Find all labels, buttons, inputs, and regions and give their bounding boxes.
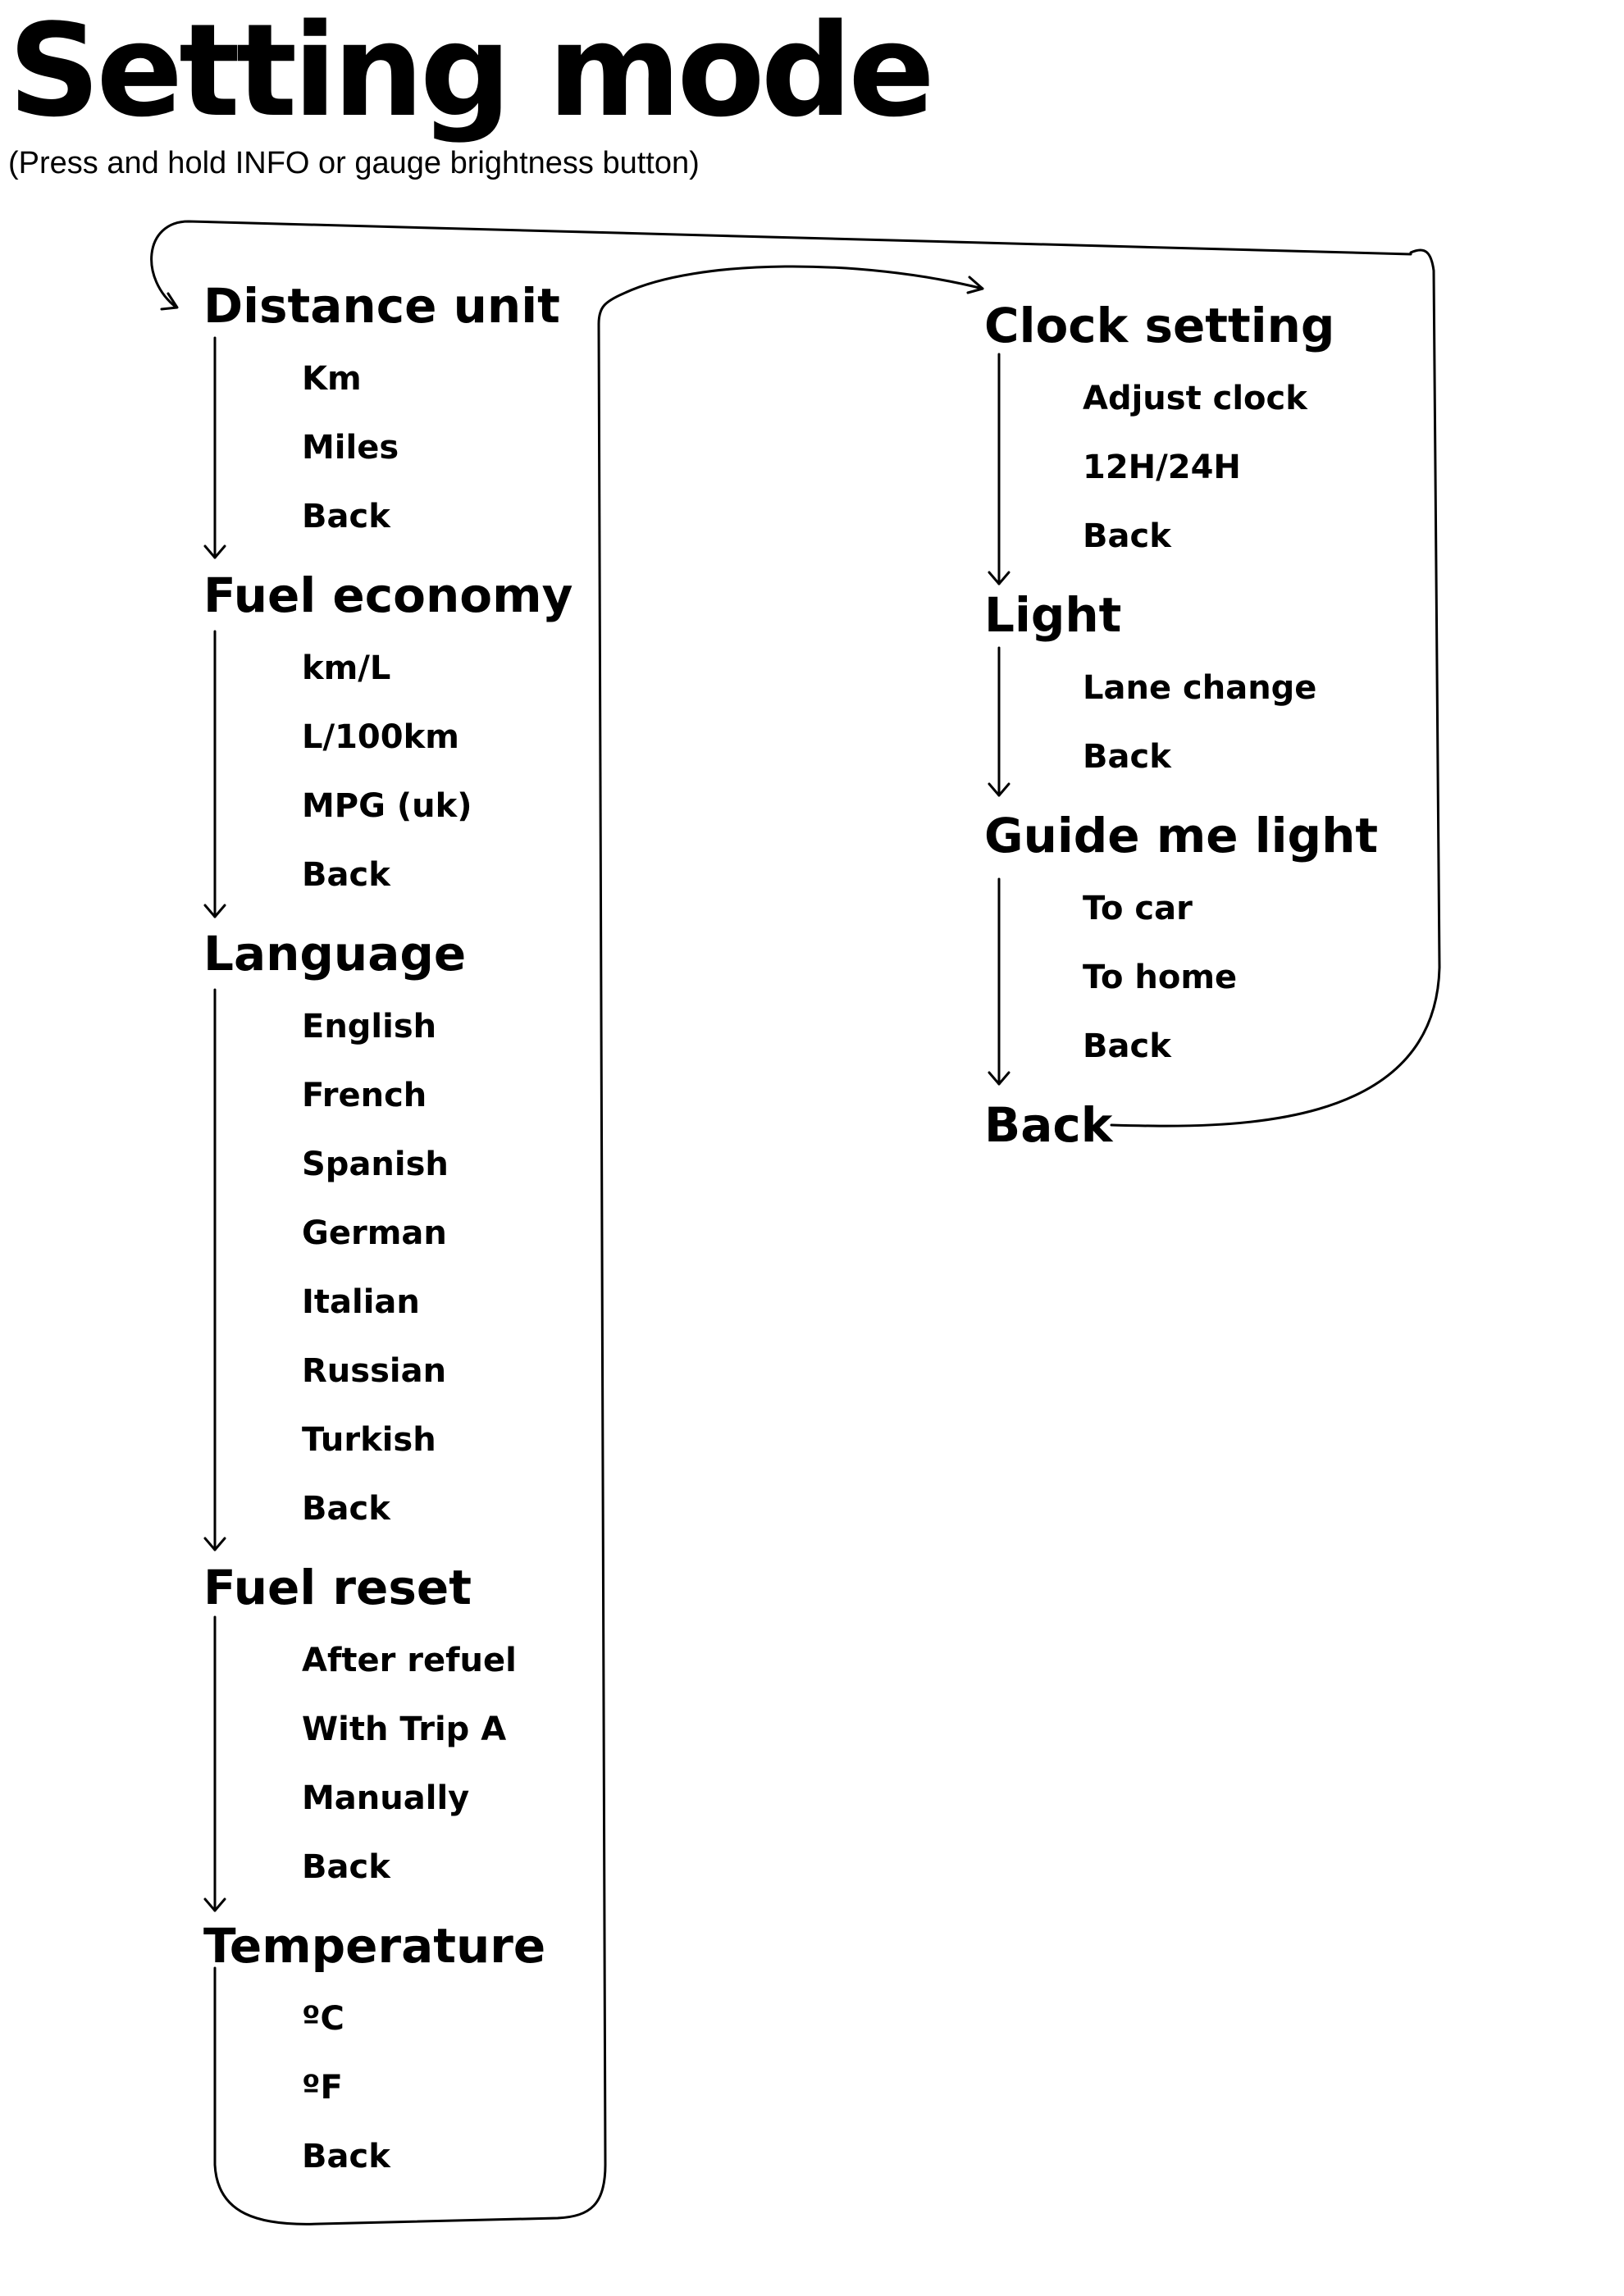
option-german: German — [302, 1214, 447, 1252]
option-fahrenheit: ºF — [302, 2069, 343, 2107]
heading-light: Light — [984, 587, 1122, 643]
option-back: Back — [1083, 1027, 1171, 1065]
option-turkish: Turkish — [302, 1421, 436, 1459]
option-manually: Manually — [302, 1779, 470, 1817]
option-12h-24h: 12H/24H — [1083, 449, 1241, 486]
heading-clock-setting: Clock setting — [984, 298, 1335, 353]
option-back: Back — [1083, 738, 1171, 776]
option-adjust-clock: Adjust clock — [1083, 380, 1307, 417]
option-back: Back — [1083, 517, 1171, 555]
option-english: English — [302, 1008, 437, 1046]
option-russian: Russian — [302, 1352, 447, 1390]
page-title: Setting mode — [8, 0, 932, 145]
heading-temperature: Temperature — [203, 1918, 546, 1974]
option-french: French — [302, 1077, 427, 1114]
option-back: Back — [302, 856, 390, 894]
option-back: Back — [302, 2138, 390, 2175]
option-back: Back — [302, 1490, 390, 1528]
option-to-home: To home — [1083, 959, 1238, 996]
option-italian: Italian — [302, 1283, 420, 1321]
heading-back: Back — [984, 1097, 1113, 1153]
heading-distance-unit: Distance unit — [203, 278, 560, 334]
heading-fuel-economy: Fuel economy — [203, 567, 573, 623]
option-back: Back — [302, 498, 390, 535]
option-after-refuel: After refuel — [302, 1642, 517, 1679]
option-l-per-100km: L/100km — [302, 718, 459, 756]
option-with-trip-a: With Trip A — [302, 1711, 507, 1748]
option-km-per-l: km/L — [302, 649, 391, 687]
option-miles: Miles — [302, 429, 399, 467]
heading-guide-me-light: Guide me light — [984, 808, 1379, 863]
option-lane-change: Lane change — [1083, 669, 1317, 707]
page-subtitle: (Press and hold INFO or gauge brightness button) — [8, 146, 700, 180]
option-back: Back — [302, 1848, 390, 1886]
option-spanish: Spanish — [302, 1146, 449, 1183]
heading-language: Language — [203, 926, 467, 982]
option-km: Km — [302, 360, 362, 398]
option-to-car: To car — [1083, 890, 1193, 927]
option-celsius: ºC — [302, 2000, 344, 2038]
option-mpg-uk: MPG (uk) — [302, 787, 472, 825]
heading-fuel-reset: Fuel reset — [203, 1560, 472, 1615]
